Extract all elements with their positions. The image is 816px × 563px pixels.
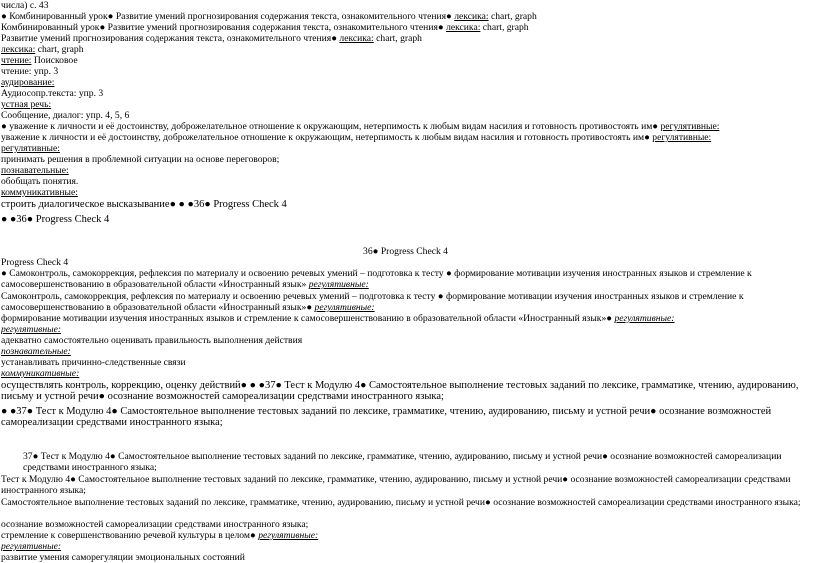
text-line xyxy=(1,313,810,324)
text-paragraph: Самостоятельное выполнение тестовых заданий по лексике, грамматике, чтению, аудированию, письму и устной речи● осознание возможностей самореализации средствами иностранного языка; xyxy=(1,497,801,508)
section-label: познавательные: xyxy=(1,165,69,176)
section-label: лексика: xyxy=(1,44,36,55)
text-paragraph: ● ●37● Тест к Модулю 4● Самостоятельное выполнение тестовых заданий по лексике, грамматике, чтению, аудированию, письму и устной речи● осознание возможностей самореализации средствами иностранного языка; xyxy=(1,406,772,428)
section-label: аудирование: xyxy=(1,77,55,88)
line-text: Комбинированный урок● Развитие умений прогнозирования содержания текста, ознакомительного чтения● xyxy=(1,22,447,33)
section-label: регулятивные: xyxy=(1,541,62,552)
text-line: развитие умения саморегуляции эмоциональных состояний xyxy=(1,552,245,563)
section-label: регулятивные: xyxy=(308,279,369,290)
text-line: строить диалогическое высказывание● ● ●36● Progress Check 4 xyxy=(1,199,287,210)
text-line: обобщать понятия. xyxy=(1,176,79,187)
text-line: принимать решения в проблемной ситуации на основе переговоров; xyxy=(1,154,280,165)
line-text: стремление к совершенствованию речевой культуры в целом● xyxy=(1,530,259,541)
section-label: регулятивные: xyxy=(1,324,62,335)
section-label: устная речь: xyxy=(1,99,52,110)
text-line: Progress Check 4 xyxy=(1,257,69,268)
line-text: chart, graph xyxy=(35,44,84,55)
section-label: регулятивные: xyxy=(660,121,720,132)
text-line xyxy=(1,121,810,132)
section-label: регулятивные: xyxy=(258,530,319,541)
text-line xyxy=(1,530,810,541)
section-label: чтение: xyxy=(1,55,32,66)
text-paragraph xyxy=(1,291,810,313)
section-label: познавательные: xyxy=(1,346,71,357)
text-line: осознание возможностей самореализации средствами иностранного языка; xyxy=(1,519,309,530)
section-label: регулятивные: xyxy=(1,143,60,154)
line-text: Поисковое xyxy=(31,55,78,66)
line-text: Самоконтроль, самокоррекция, рефлексия по материалу и освоению речевых умений – подготовка к тесту ● формирование мотивации изучения иностранных языков и стремление к самосовершенствованию в образовательной области «Иностранный язык»● xyxy=(1,291,744,313)
line-text: Развитие умений прогнозирования содержания текста, ознакомительного чтения● xyxy=(1,33,340,44)
line-text: chart, graph xyxy=(373,33,422,44)
text-line: адекватно самостоятельно оценивать правильность выполнения действия xyxy=(1,335,303,346)
line-text: chart, graph xyxy=(488,11,537,22)
line-text: ● уважение к личности и её достоинству, доброжелательное отношение к окружающим, нетерпимость к любым видам насилия и готовность противостоять им● xyxy=(1,121,661,132)
text-line: устанавливать причинно-следственные связи xyxy=(1,357,186,368)
line-text: формирование мотивации изучения иностранных языков и стремление к самосовершенствованию в образовательной области «Иностранный язык»● xyxy=(1,313,615,324)
text-line xyxy=(1,11,810,22)
text-line xyxy=(1,44,810,55)
text-line: 36● Progress Check 4 xyxy=(363,246,448,257)
line-text: ● Самоконтроль, самокоррекция, рефлексия по материалу и освоению речевых умений – подготовка к тесту ● формирование мотивации изучения иностранных языков и стремление к самосовершенствованию в образовательной области «Иностранный язык» xyxy=(1,268,752,290)
text-paragraph xyxy=(1,268,810,290)
text-line: чтение: упр. 3 xyxy=(1,66,59,77)
section-label: лексика: xyxy=(454,11,489,22)
section-label: коммуникативные: xyxy=(1,187,78,198)
text-paragraph: осуществлять контроль, коррекцию, оценку действий● ● ●37● Тест к Модулю 4● Самостоятельное выполнение тестовых заданий по лексике, грамматике, чтению, аудированию, письму и устной речи● осознание возможностей самореализации средствами иностранного языка; xyxy=(1,380,799,402)
text-line: числа) с. 43 xyxy=(1,0,49,11)
text-line xyxy=(1,132,810,143)
text-line xyxy=(1,33,810,44)
line-text: ● Комбинированный урок● Развитие умений прогнозирования содержания текста, ознакомительного чтения● xyxy=(1,11,455,22)
section-label: регулятивные: xyxy=(652,132,712,143)
text-line: ● ●36● Progress Check 4 xyxy=(1,214,110,225)
section-label: коммуникативные: xyxy=(1,368,80,379)
text-paragraph: 37● Тест к Модулю 4● Самостоятельное выполнение тестовых заданий по лексике, грамматике, чтению, аудированию, письму и устной речи● осознание возможностей самореализации средствами иностранного языка; xyxy=(23,451,782,473)
text-line: Сообщение, диалог: упр. 4, 5, 6 xyxy=(1,110,130,121)
section-label: регулятивные: xyxy=(614,313,675,324)
line-text: chart, graph xyxy=(480,22,529,33)
section-label: лексика: xyxy=(446,22,481,33)
section-label: регулятивные: xyxy=(314,302,375,313)
text-paragraph: Тест к Модулю 4● Самостоятельное выполнение тестовых заданий по лексике, грамматике, чтению, аудированию, письму и устной речи● осознание возможностей самореализации средствами иностранного языка; xyxy=(1,474,791,496)
line-text: уважение к личности и её достоинству, доброжелательное отношение к окружающим, нетерпимость к любым видам насилия и готовность противостоять им● xyxy=(1,132,653,143)
section-label: лексика: xyxy=(339,33,374,44)
text-line: Аудиосопр.текста: упр. 3 xyxy=(1,88,104,99)
text-line xyxy=(1,22,810,33)
text-line xyxy=(1,55,810,66)
